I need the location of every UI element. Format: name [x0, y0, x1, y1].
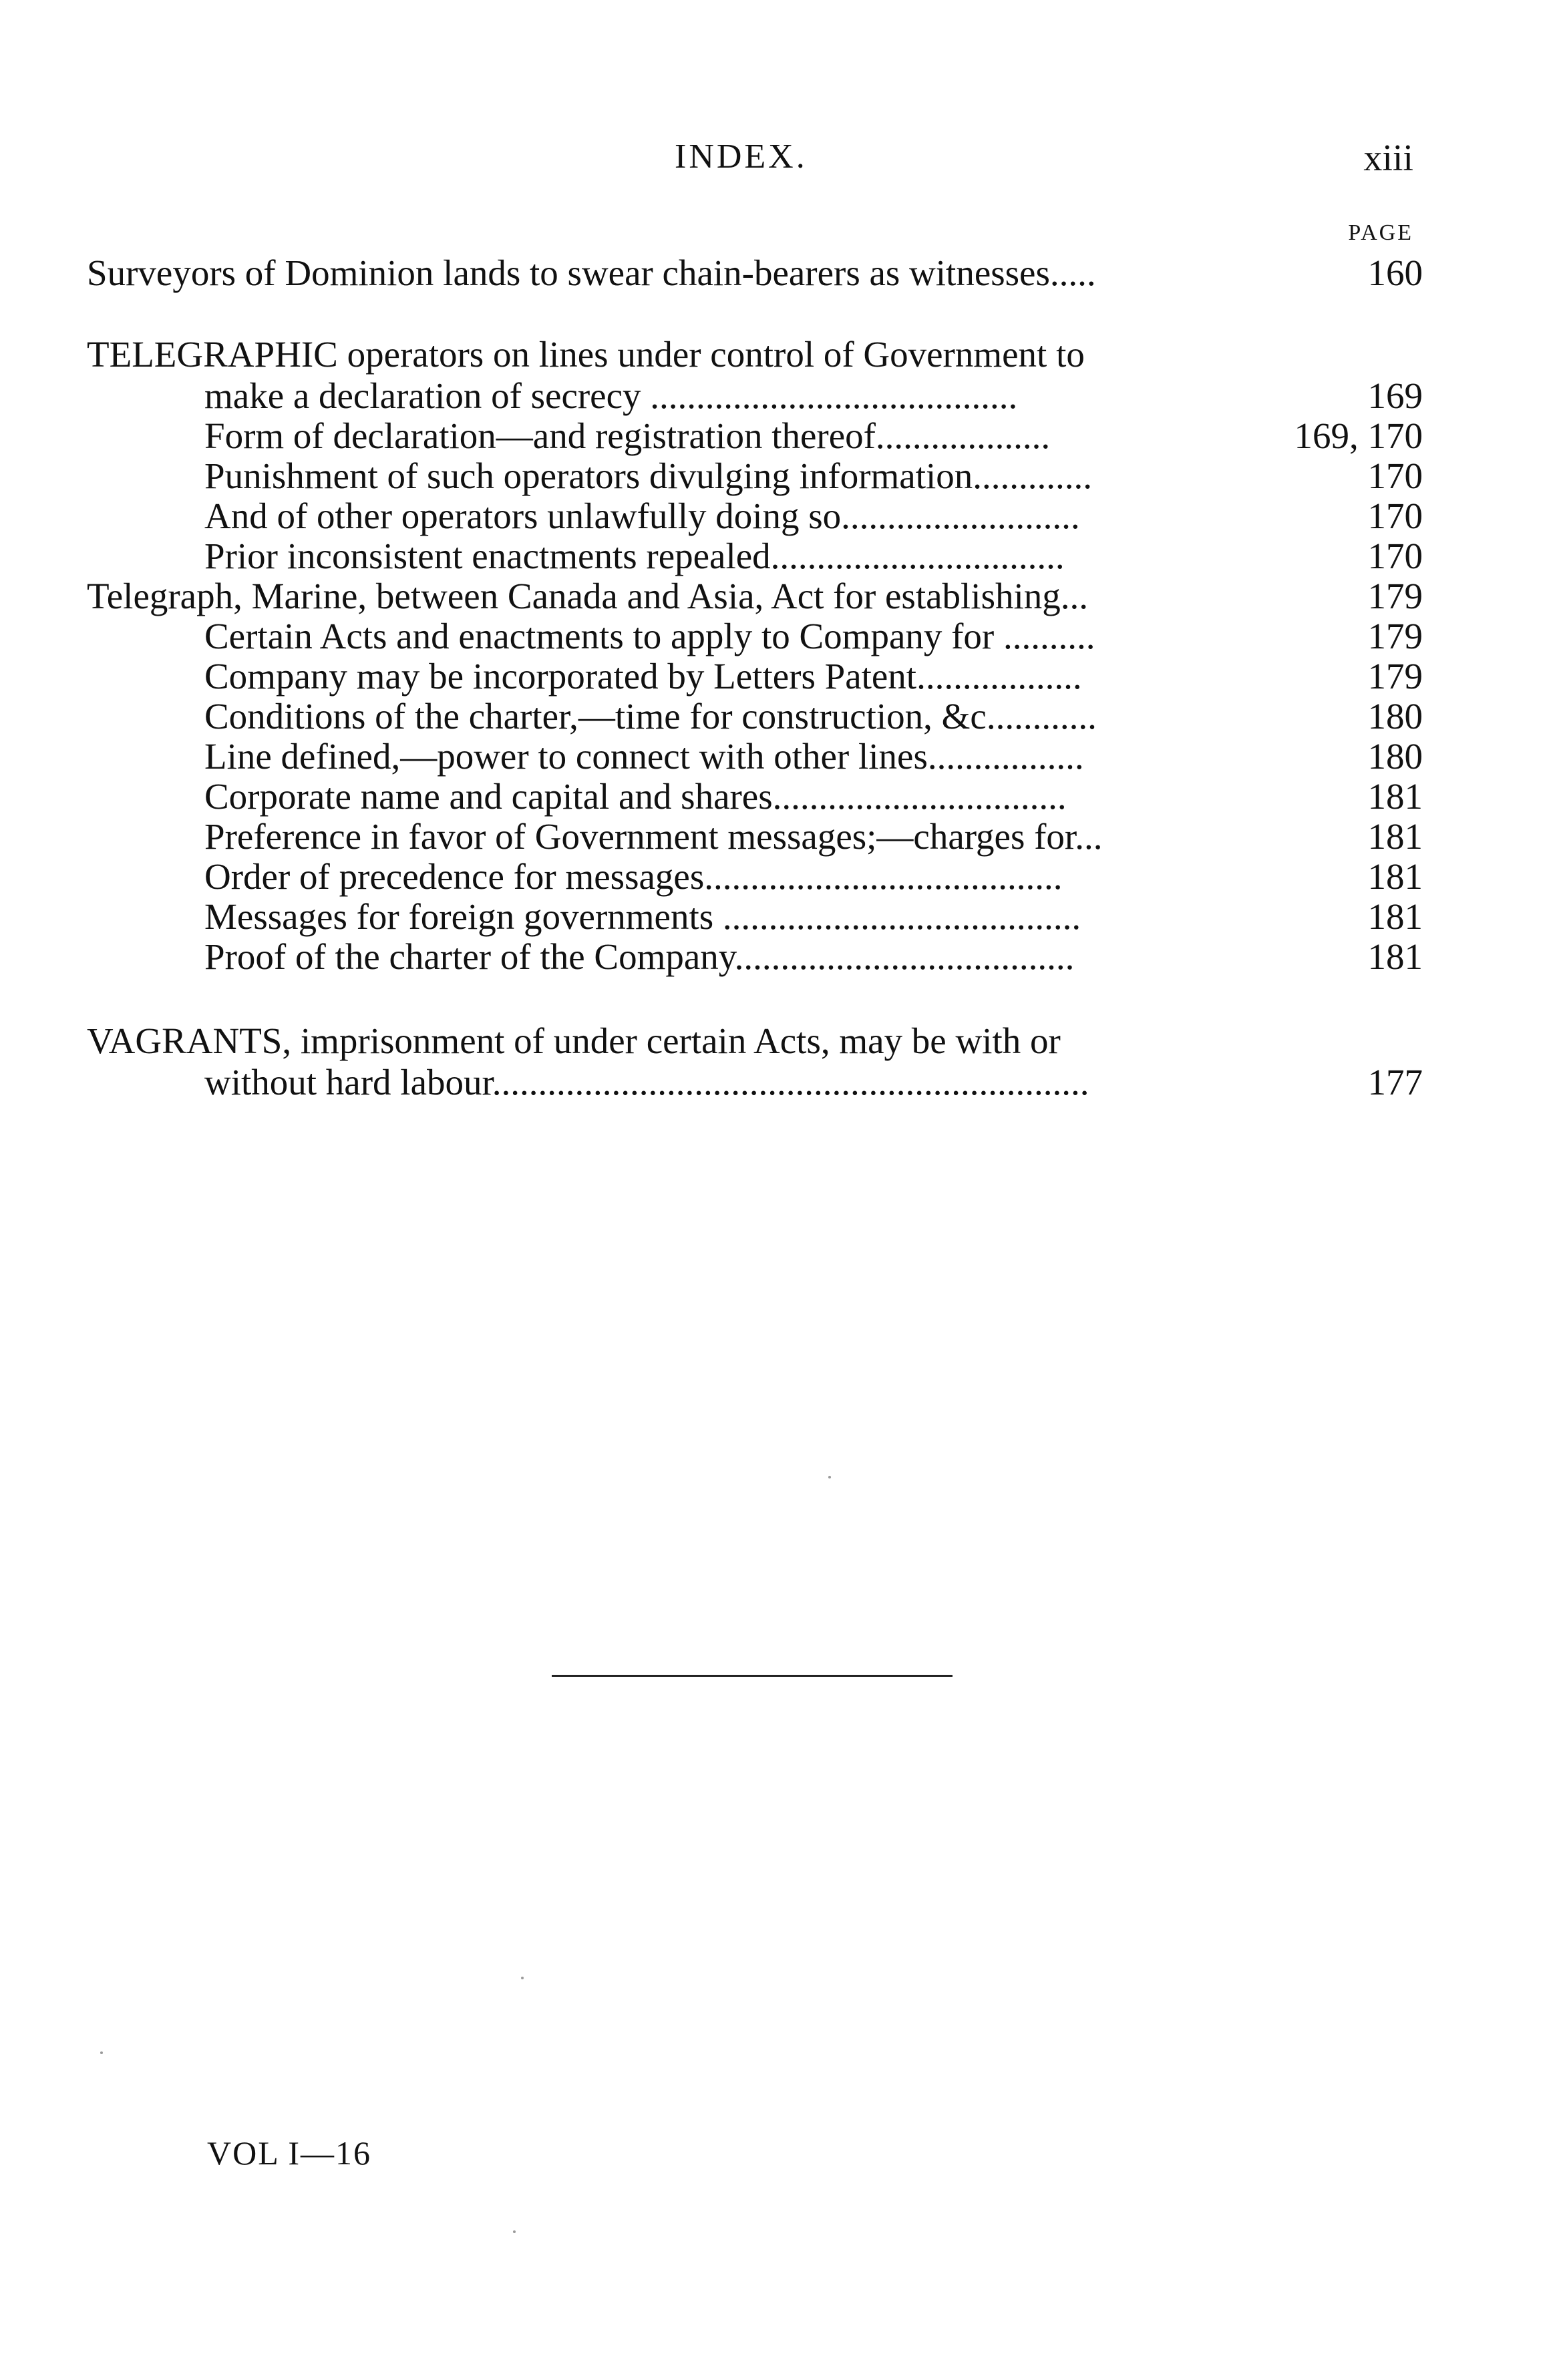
index-subentry [87, 776, 1423, 817]
entry-text: TELEGRAPHIC operators on lines under control of Government to [87, 334, 1085, 375]
entry-text: Company may be incorporated by Letters Patent.................. [204, 656, 1082, 697]
entry-page: 181 [1367, 776, 1423, 817]
paper-speck [521, 1977, 524, 1979]
entry-page: 180 [1367, 696, 1423, 737]
entry-text: VAGRANTS, imprisonment of under certain Acts, may be with or [87, 1020, 1061, 1061]
index-subentry [87, 536, 1423, 577]
index-subentry [87, 415, 1423, 457]
signature-mark: VOL I—16 [207, 2134, 372, 2172]
entry-text: Conditions of the charter,—time for construction, &c............ [204, 696, 1097, 737]
entry-text: Prior inconsistent enactments repealed................................ [204, 536, 1065, 576]
index-subentry [87, 816, 1423, 857]
entry-text: Surveyors of Dominion lands to swear chain-bearers as witnesses..... [87, 252, 1096, 293]
entry-text: Corporate name and capital and shares................................ [204, 776, 1067, 817]
entry-page: 170 [1367, 455, 1423, 496]
entry-page: 170 [1367, 536, 1423, 576]
entry-text: Form of declaration—and registration thereof................... [204, 415, 1051, 456]
entry-page: 179 [1367, 576, 1423, 616]
entry-text: Messages for foreign governments ....................................... [204, 896, 1081, 937]
index-subentry [87, 896, 1423, 938]
entry-text: Telegraph, Marine, between Canada and Asia, Act for establishing... [87, 576, 1089, 616]
entry-text: Line defined,—power to connect with other lines................. [204, 736, 1084, 777]
entry-text: make a declaration of secrecy ........................................ [204, 375, 1018, 416]
index-entry-continuation [204, 375, 1423, 417]
index-subentry [87, 936, 1423, 978]
entry-text: Order of precedence for messages....................................... [204, 856, 1063, 897]
entry-text: And of other operators unlawfully doing so.......................... [204, 495, 1080, 536]
index-subentry [87, 736, 1423, 777]
index-heading [87, 576, 1423, 617]
entry-text: Preference in favor of Government messages;—charges for... [204, 816, 1103, 857]
entry-text: Certain Acts and enactments to apply to Company for .......... [204, 616, 1095, 656]
entry-page: 181 [1367, 896, 1423, 937]
entry-page: 160 [1367, 252, 1423, 293]
entry-page: 177 [1367, 1062, 1423, 1103]
entry-page: 169, 170 [1294, 415, 1423, 456]
index-subentry [87, 455, 1423, 497]
entry-text: Proof of the charter of the Company..................................... [204, 936, 1075, 977]
entry-page: 169 [1367, 375, 1423, 416]
entry-text: without hard labour................................................................. [204, 1062, 1089, 1103]
entry-page: 170 [1367, 495, 1423, 536]
entry-page: 179 [1367, 656, 1423, 697]
page-number: xiii [1363, 138, 1413, 179]
index-subentry [87, 656, 1423, 697]
index-subentry [87, 696, 1423, 737]
paper-speck [100, 2051, 103, 2054]
index-entry-continuation [204, 1062, 1423, 1103]
index-subentry [87, 495, 1423, 537]
index-heading [87, 1020, 1423, 1062]
entry-text: Punishment of such operators divulging information............. [204, 455, 1093, 496]
section-divider [552, 1675, 953, 1677]
entry-page: 181 [1367, 936, 1423, 977]
entry-page: 179 [1367, 616, 1423, 656]
paper-speck [513, 2230, 516, 2233]
index-subentry [87, 856, 1423, 898]
entry-page: 181 [1367, 816, 1423, 857]
page-column-label: PAGE [1348, 220, 1413, 245]
entry-page: 180 [1367, 736, 1423, 777]
index-entry [87, 252, 1423, 294]
paper-speck [828, 1476, 831, 1478]
index-subentry [87, 616, 1423, 657]
index-heading [87, 334, 1423, 375]
entry-page: 181 [1367, 856, 1423, 897]
running-title: INDEX. [675, 138, 808, 176]
